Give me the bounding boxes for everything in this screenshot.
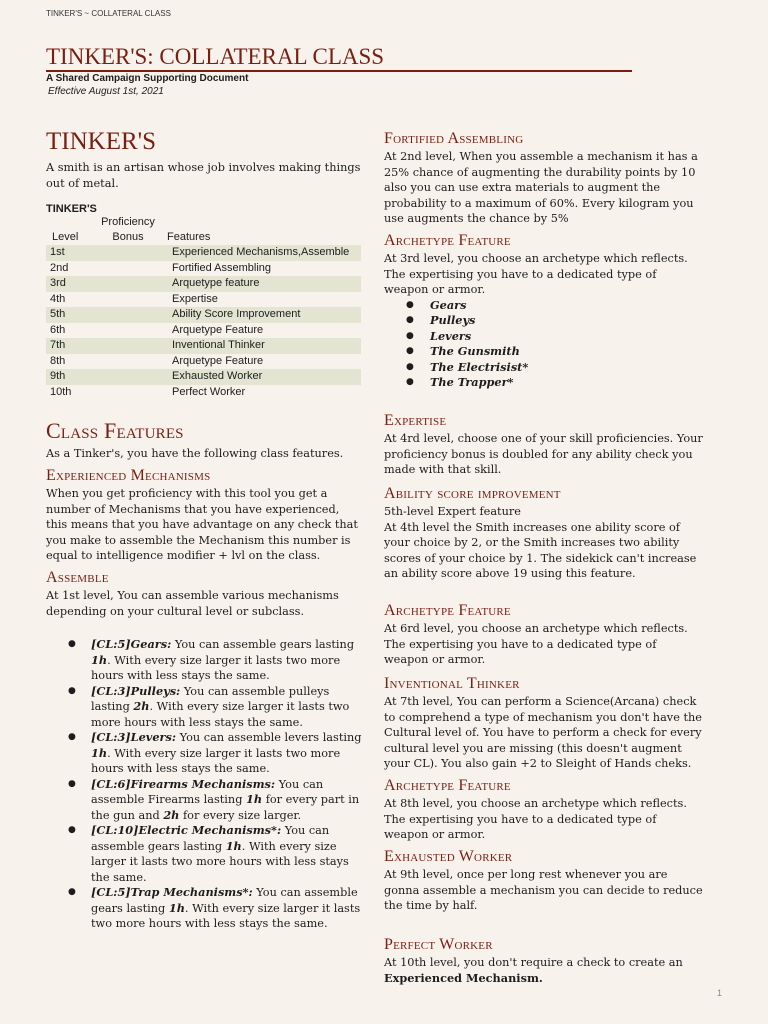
col-header-level: Level (52, 231, 79, 243)
archetype-list (384, 298, 704, 391)
cell-bonus (100, 354, 168, 370)
archetype-heading-6th: Archetype Feature (384, 602, 511, 619)
cell-level: 3rd (46, 276, 100, 292)
mechanism-text-a: You can assemble Firearms lasting (91, 777, 324, 806)
cell-features: Arquetype feature (168, 276, 361, 292)
cell-features: Experienced Mechanisms,Assemble (168, 245, 361, 261)
mechanism-text-a: You can assemble gears lasting (171, 638, 355, 651)
cell-level: 10th (50, 385, 72, 398)
archetype-item: ● The Electrisist* (384, 360, 704, 376)
class-features-text: As a Tinker's, you have the following class features. (46, 447, 344, 460)
cell-level: 1st (46, 245, 100, 261)
perfect-text (384, 955, 704, 986)
table-row (46, 245, 361, 261)
perfect-text-bold: Experienced Mechanism. (384, 970, 543, 985)
mechanism-label: [CL:6]Firearms Mechanisms: (91, 776, 276, 791)
mechanism-text-b: . With every size larger it lasts two more hours with less stays the same. (91, 653, 341, 682)
document-subtitle: A Shared Campaign Supporting Document (46, 73, 249, 84)
cell-level: 8th (50, 354, 66, 367)
page-number: 1 (716, 988, 722, 998)
table-title: TINKER'S (46, 203, 97, 215)
mechanism-text-b: . With every size larger it lasts two more hours with less stays the same. (91, 839, 349, 884)
mechanism-text-a: You can assemble levers lasting (176, 731, 362, 744)
table-row (46, 276, 361, 292)
mechanism-text-b: . With every size larger it lasts two more hours with less stays the same. (91, 901, 361, 930)
archetype-item: ● Pulleys (384, 313, 704, 329)
table-row (46, 292, 361, 308)
inventional-text: At 7th level, You can perform a Science(Arcana) check to comprehend a type of mechanism you don't have the Cultural level of. You have to perform a check for every cultural level you are missing (this doesn't augment your CL). You also gain +2 to Sleight of Hands cheks. (384, 695, 702, 770)
list-item (46, 823, 364, 885)
cell-features: Expertise (172, 292, 218, 305)
asi-heading: Ability score improvement (384, 485, 561, 502)
mechanism-label: [CL:5]Trap Mechanisms*: (91, 885, 253, 899)
mechanism-text-a: You can assemble pulleys lasting (91, 684, 330, 713)
assemble-text: At 1st level, You can assemble various mechanisms depending on your cultural level or subclass. (46, 589, 339, 618)
mechanism-bold2: 2h (163, 807, 180, 822)
features-table (46, 245, 361, 400)
archetype-item: ● Levers (384, 329, 704, 345)
cell-features: Perfect Worker (172, 385, 246, 398)
archetype-item: ● The Trapper* (384, 375, 704, 391)
cell-bonus (100, 307, 168, 323)
mechanism-bold: 1h (91, 652, 108, 667)
mechanism-text-b: . With every size larger it lasts two more hours with less stays the same. (91, 746, 341, 775)
cell-bonus (100, 245, 168, 261)
mechanism-bold: 2h (133, 699, 150, 713)
cell-level: 9th (46, 369, 100, 385)
archetype-text-8th: At 8th level, you choose an archetype which reflects. The expertising you have to a dedicated type of weapon or armor. (384, 797, 687, 841)
table-row (46, 307, 361, 323)
mechanism-text-a: You can assemble gears lasting (91, 824, 330, 853)
cell-features: Arquetype Feature (172, 323, 264, 336)
inventional-heading: Inventional Thinker (384, 675, 520, 692)
mechanism-label: [CL:10]Electric Mechanisms*: (91, 823, 282, 837)
table-row (46, 354, 361, 370)
list-item (46, 684, 364, 731)
exhausted-text: At 9th level, once per long rest whenever you are gonna assemble a mechanism you can decide to reduce the time by half. (384, 868, 703, 912)
mechanism-label: [CL:3]Pulleys: (91, 683, 181, 698)
mechanism-text-b: . With every size larger it lasts two more hours with less stays the same. (91, 700, 350, 729)
asi-subtitle: 5th-level Expert feature (384, 505, 521, 518)
cell-bonus (100, 292, 168, 308)
experienced-text: When you get proficiency with this tool you get a number of Mechanisms that you have experienced, this means that you have advantage on any check that you make to assemble the Mechanism this number is equal to intelligence modifier + lvl on the class. (46, 487, 358, 562)
mechanism-bold: 1h (168, 900, 185, 915)
expertise-text: At 4rd level, choose one of your skill proficiencies. Your proficiency bonus is doubled for any ability check you made with that skill. (384, 432, 703, 476)
cell-bonus (100, 385, 168, 401)
exhausted-heading: Exhausted Worker (384, 848, 513, 865)
class-features-heading: Class Features (46, 418, 184, 443)
cell-level: 4th (50, 292, 66, 305)
fortified-heading: Fortified Assembling (384, 130, 524, 147)
asi-text: At 4th level the Smith increases one ability score of your choice by 2, or the Smith increases two ability scores of your choice by 1. The sidekick can't increase an ability score above 19 using this feature. (384, 520, 697, 580)
mechanism-label: [CL:5]Gears: (91, 637, 172, 651)
list-item (46, 637, 364, 684)
mechanism-list (46, 637, 364, 932)
cell-bonus (100, 323, 168, 339)
mechanism-bold: 1h (225, 838, 242, 853)
perfect-text-plain: At 10th level, you don't require a check to create an (384, 956, 683, 969)
cell-bonus (100, 369, 168, 385)
cell-level: 7th (46, 338, 100, 354)
archetype-item: ● The Gunsmith (384, 344, 704, 360)
class-intro: A smith is an artisan whose job involves making things out of metal. (46, 161, 361, 190)
mechanism-text-c: for every size larger. (179, 808, 302, 822)
table-row (46, 369, 361, 385)
col-header-bonus: Proficiency Bonus (101, 216, 155, 243)
cell-level: 6th (50, 323, 66, 336)
class-heading: TINKER'S (46, 128, 157, 155)
tinkers-table (46, 203, 364, 400)
archetype-text-3rd: At 3rd level, you choose an archetype which reflects. The expertising you have to a dedicated type of weapon or armor. (384, 252, 688, 296)
perfect-heading: Perfect Worker (384, 936, 493, 953)
table-row (46, 261, 361, 277)
mechanism-label: [CL:3]Levers: (91, 730, 177, 744)
mechanism-bold: 1h (91, 745, 108, 760)
cell-features: Ability Score Improvement (168, 307, 361, 323)
mechanism-text-a: You can assemble gears lasting (91, 886, 358, 915)
archetype-heading-3rd: Archetype Feature (384, 232, 511, 249)
cell-bonus (100, 276, 168, 292)
cell-features: Arquetype Feature (172, 354, 264, 367)
list-item (46, 885, 364, 932)
experienced-heading: Experienced Mechanisms (46, 467, 211, 484)
running-head: TINKER'S ~ COLLATERAL CLASS (46, 9, 171, 18)
archetype-text-6th: At 6rd level, you choose an archetype which reflects. The expertising you have to a dedicated type of weapon or armor. (384, 622, 688, 666)
list-item (46, 730, 364, 777)
cell-level: 2nd (50, 261, 69, 274)
table-row (46, 323, 361, 339)
expertise-heading: Expertise (384, 412, 447, 429)
cell-bonus (100, 338, 168, 354)
cell-bonus (100, 261, 168, 277)
table-row (46, 385, 361, 401)
mechanism-text-b: for every part in the gun and (91, 793, 360, 822)
archetype-heading-8th: Archetype Feature (384, 777, 511, 794)
cell-level: 5th (46, 307, 100, 323)
list-item (46, 777, 364, 824)
cell-features: Inventional Thinker (168, 338, 361, 354)
col-header-features: Features (167, 231, 211, 243)
mechanism-bold: 1h (246, 792, 263, 806)
fortified-text: At 2nd level, When you assemble a mechanism it has a 25% chance of augmenting the durability points by 10 also you can use extra materials to augment the probability to a maximum of 60%. Every kilogram you use augments the chance by 5% (384, 150, 698, 225)
cell-features: Exhausted Worker (168, 369, 361, 385)
archetype-item: ● Gears (384, 298, 704, 314)
cell-features: Fortified Assembling (172, 261, 272, 274)
document-title: TINKER'S: COLLATERAL CLASS (46, 44, 632, 72)
table-row (46, 338, 361, 354)
effective-date: Effective August 1st, 2021 (48, 86, 164, 97)
assemble-heading: Assemble (46, 569, 109, 586)
